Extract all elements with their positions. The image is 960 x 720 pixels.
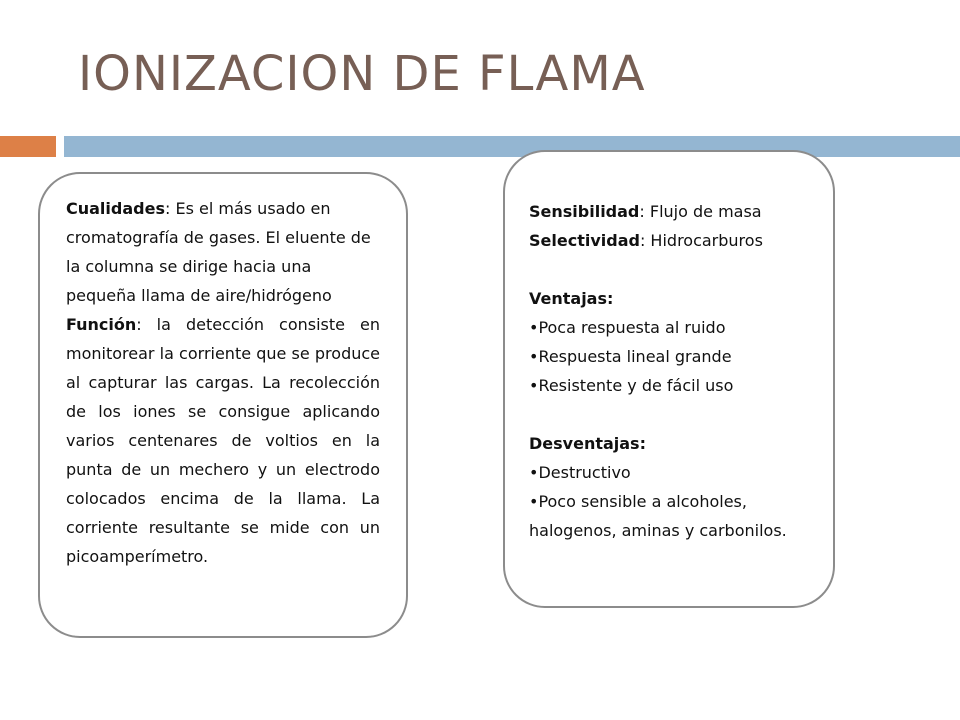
cualidades-box <box>38 172 408 638</box>
funcion-text: : la detección consiste en monitorear la corriente que se produce al capturar las cargas. La recolección de los iones se consigue aplicando varios centenares de voltios en la punta de un mechero y un electrodo colocados encima de la llama. La corriente resultante se mide con un picoamperímetro. <box>66 315 380 566</box>
desventajas-heading: Desventajas: <box>529 434 646 453</box>
properties-box <box>503 150 835 608</box>
cualidades-paragraph <box>66 194 380 310</box>
spacer <box>529 255 809 284</box>
desventajas-list <box>529 458 809 545</box>
sensibilidad-line <box>529 197 809 226</box>
funcion-label: Función <box>66 315 137 334</box>
ventaja-item: • Poca respuesta al ruido <box>529 313 809 342</box>
accent-bar-orange <box>0 136 56 157</box>
selectividad-label: Selectividad <box>529 231 640 250</box>
ventaja-item: • Resistente y de fácil uso <box>529 371 809 400</box>
selectividad-value: : Hidrocarburos <box>639 231 763 250</box>
cualidades-label: Cualidades <box>66 199 165 218</box>
desventaja-item: • Destructivo <box>529 458 809 487</box>
funcion-paragraph <box>66 310 380 571</box>
sensibilidad-value: : Flujo de masa <box>639 202 762 221</box>
ventajas-heading: Ventajas: <box>529 289 614 308</box>
spacer <box>529 400 809 429</box>
desventaja-item: • Poco sensible a alcoholes, halogenos, aminas y carbonilos. <box>529 487 809 545</box>
cualidades-text: : Es el más usado en cromatografía de gases. El eluente de la columna se dirige hacia una pequeña llama de aire/hidrógeno <box>66 199 371 305</box>
sensibilidad-label: Sensibilidad <box>529 202 640 221</box>
ventajas-list <box>529 313 809 400</box>
accent-bar-blue <box>64 136 960 157</box>
slide-title: IONIZACION DE FLAMA <box>78 46 646 102</box>
ventaja-item: • Respuesta lineal grande <box>529 342 809 371</box>
selectividad-line <box>529 226 809 255</box>
